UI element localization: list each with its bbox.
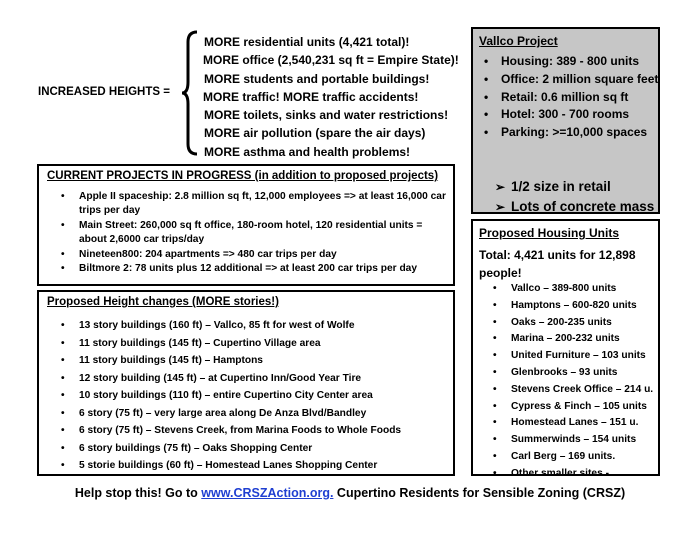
- housing-item: • Cypress & Finch – 105 units: [481, 399, 659, 416]
- heights-item: MORE toilets, sinks and water restrictions!: [204, 108, 449, 123]
- housing-item: • Marina – 200-232 units: [481, 331, 659, 348]
- vallco-list: [481, 53, 659, 142]
- vallco-highlights: [495, 177, 654, 217]
- height-changes-box: [37, 290, 455, 476]
- height-change-item: • 5 storie buildings (60 ft) – Homestead Lanes Shopping Center: [47, 457, 452, 475]
- height-change-item: • 6 story (75 ft) – Stevens Creek, from Marina Foods to Whole Foods: [47, 422, 452, 440]
- height-change-item: • 10 story buildings (110 ft) – entire Cupertino City Center area: [47, 387, 452, 405]
- height-change-item: • 6 story (75 ft) – very large area along De Anza Blvd/Bandley: [47, 405, 452, 423]
- housing-item: • Other smaller sites -: [481, 466, 659, 483]
- curly-brace-icon: [180, 30, 200, 156]
- heights-item: MORE traffic! MORE traffic accidents!: [203, 89, 419, 104]
- housing-item: • Stevens Creek Office – 214 u.: [481, 382, 659, 399]
- height-changes-title: Proposed Height changes (MORE stories!): [47, 296, 279, 308]
- housing-units-box: [471, 219, 660, 479]
- housing-item: • United Furniture – 103 units: [481, 348, 659, 365]
- housing-item: • Homestead Lanes – 151 u.: [481, 415, 659, 432]
- current-projects-title: CURRENT PROJECTS IN PROGRESS (in addition to proposed projects): [47, 170, 439, 182]
- housing-item: • Summerwinds – 154 units: [481, 432, 659, 449]
- vallco-project-box: [471, 27, 660, 214]
- vallco-highlight: [495, 177, 654, 197]
- heights-item: MORE office (2,540,231 sq ft = Empire State)!: [203, 53, 459, 68]
- current-projects-list: [47, 190, 452, 276]
- heights-item: MORE air pollution (spare the air days): [204, 126, 426, 141]
- vallco-item: • Housing: 389 - 800 units: [481, 53, 659, 71]
- vallco-item: • Office: 2 million square feet: [481, 71, 659, 89]
- arrow-bullet-icon: ➢: [495, 200, 506, 214]
- project-item: • Biltmore 2: 78 units plus 12 additional => at least 200 car trips per day: [47, 262, 452, 276]
- project-item: • Nineteen800: 204 apartments => 480 car trips per day: [47, 248, 452, 262]
- heights-item: MORE students and portable buildings!: [204, 71, 430, 86]
- housing-list: [481, 281, 659, 483]
- housing-item: • Carl Berg – 169 units.: [481, 449, 659, 466]
- height-change-item: • 11 story buildings (145 ft) – Hamptons: [47, 352, 452, 370]
- housing-total: Total: 4,421 units for 12,898 people!: [479, 248, 636, 280]
- project-item: • Apple II spaceship: 2.8 million sq ft, 12,000 employees => at least 16,000 car trips per day: [47, 190, 452, 219]
- height-change-item: • 13 story buildings (160 ft) – Vallco, 85 ft for west of Wolfe: [47, 317, 452, 335]
- housing-item: • Vallco – 389-800 units: [481, 281, 659, 298]
- increased-heights-list: [204, 33, 459, 161]
- housing-item: • Glenbrooks – 93 units: [481, 365, 659, 382]
- heights-item: MORE asthma and health problems!: [204, 144, 411, 159]
- housing-item: • Oaks – 200-235 units: [481, 315, 659, 332]
- height-change-item: • 6 story buildings (75 ft) – Oaks Shopping Center: [47, 440, 452, 458]
- increased-heights-label: INCREASED HEIGHTS =: [38, 86, 170, 98]
- vallco-item: • Hotel: 300 - 700 rooms: [481, 106, 659, 124]
- vallco-highlight-text: Lots of concrete mass: [511, 199, 655, 214]
- arrow-bullet-icon: ➢: [495, 180, 506, 194]
- crsz-website-link[interactable]: www.CRSZAction.org.: [201, 486, 334, 500]
- vallco-title: Vallco Project: [479, 34, 558, 48]
- current-projects-box: [37, 164, 455, 286]
- height-change-item: • 11 story buildings (145 ft) – Cupertino Village area: [47, 335, 452, 353]
- footer-prefix: Help stop this! Go to: [74, 486, 202, 500]
- vallco-item: • Retail: 0.6 million sq ft: [481, 89, 659, 107]
- height-change-item: • 12 story building (145 ft) – at Cupertino Inn/Good Year Tire: [47, 370, 452, 388]
- vallco-item: • Parking: >=10,000 spaces: [481, 124, 659, 142]
- vallco-highlight-text: 1/2 size in retail: [511, 179, 611, 194]
- height-changes-list: [47, 317, 452, 475]
- project-item: • Main Street: 260,000 sq ft office, 180-room hotel, 120 residential units = about 2,6000 car trips/day: [47, 219, 452, 248]
- footer-call-to-action: [0, 486, 700, 500]
- vallco-highlight: [495, 197, 654, 217]
- footer-suffix: Cupertino Residents for Sensible Zoning (CRSZ): [333, 486, 626, 500]
- housing-title: Proposed Housing Units: [479, 226, 620, 240]
- heights-item: MORE residential units (4,421 total)!: [204, 35, 410, 49]
- housing-item: • Hamptons – 600-820 units: [481, 298, 659, 315]
